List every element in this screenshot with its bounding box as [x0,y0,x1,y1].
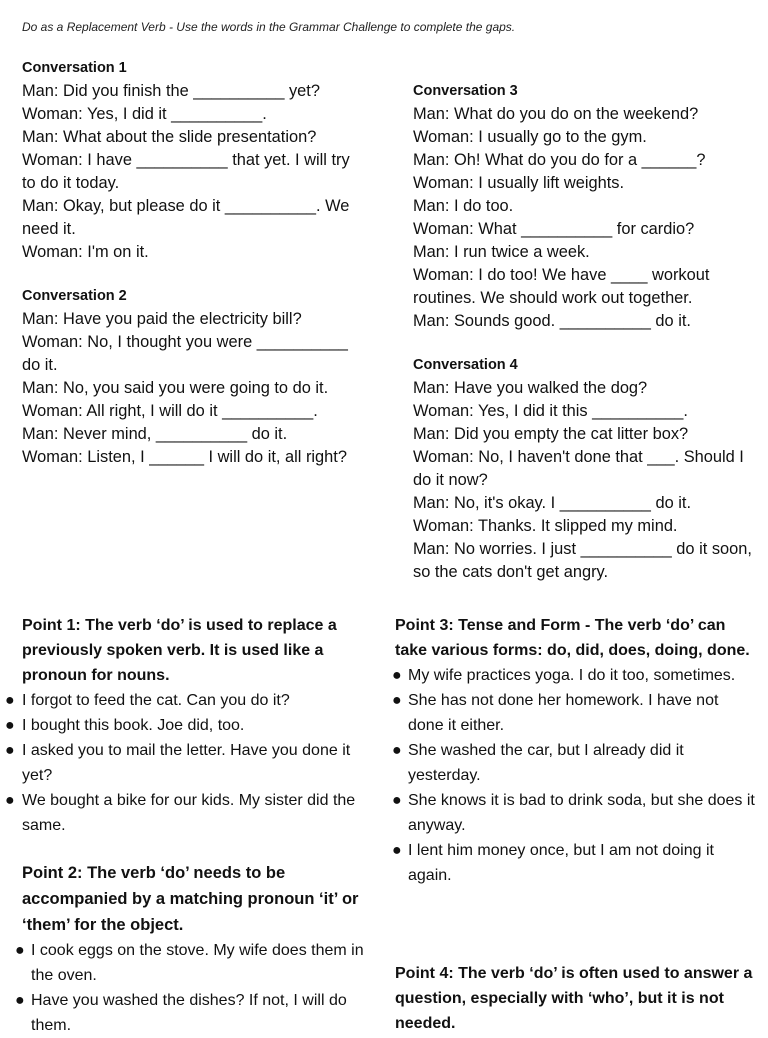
dialogue-line: Woman: Yes, I did it this __________. [413,402,688,420]
list-item [5,738,367,788]
dialogue-line: Man: No, it's okay. I __________ do it. [413,494,691,512]
example-text: She has not done her homework. I have not done it either. [408,692,719,734]
dialogue-line: Woman: No, I thought you were __________ do it. [22,333,348,374]
dialogue-line: Woman: All right, I will do it __________. [22,402,318,420]
list-item [5,688,367,713]
example-text: Have you washed the dishes? If not, I will do them. [31,992,347,1034]
dialogue-line: Man: No, you said you were going to do it. [22,379,329,397]
bullet-icon: ● [15,942,25,959]
example-text: She washed the car, but I already did it yesterday. [408,742,684,784]
list-item [15,938,367,988]
conversation-title: Conversation 4 [413,357,518,373]
dialogue-line: Woman: I have __________ that yet. I will try to do it today. [22,151,350,192]
grammar-point-1 [5,613,367,838]
dialogue-line: Woman: I usually lift weights. [413,174,625,192]
dialogue-line: Woman: Listen, I ______ I will do it, all right? [22,448,347,466]
example-text: I bought this book. Joe did, too. [22,717,245,734]
dialogue-line: Woman: No, I haven't done that ___. Should I do it now? [413,448,744,489]
bullet-icon: ● [392,792,402,809]
point-title: Point 4: The verb ‘do’ is often used to answer a question, especially with ‘who’, but it is not needed. [395,965,753,1032]
grammar-point-2 [15,860,367,1038]
example-list [5,688,367,838]
example-text: I asked you to mail the letter. Have you done it yet? [22,742,351,784]
grammar-point-4 [395,961,757,1036]
bullet-icon: ● [5,692,15,709]
dialogue-line: Man: No worries. I just __________ do it soon, so the cats don't get angry. [413,540,752,581]
list-item [15,988,367,1038]
dialogue-line: Man: Sounds good. __________ do it. [413,312,691,330]
bullet-icon: ● [392,692,402,709]
dialogue-line: Man: Okay, but please do it __________. We need it. [22,197,350,238]
dialogue-line: Man: Did you empty the cat litter box? [413,425,689,443]
conversation-title: Conversation 1 [22,60,127,76]
conversation-3 [413,80,753,333]
bullet-icon: ● [5,717,15,734]
dialogue-line: Woman: I usually go to the gym. [413,128,647,146]
bullet-icon: ● [392,667,402,684]
example-text: We bought a bike for our kids. My sister did the same. [22,792,356,834]
dialogue-line: Man: Have you paid the electricity bill? [22,310,302,328]
dialogue-line: Woman: What __________ for cardio? [413,220,695,238]
example-text: I lent him money once, but I am not doing it again. [408,842,714,884]
dialogue-line: Man: I do too. [413,197,514,215]
point-title: Point 2: The verb ‘do’ needs to be accompanied by a matching pronoun ‘it’ or ‘them’ for the object. [22,864,359,934]
example-text: I cook eggs on the stove. My wife does them in the oven. [31,942,364,984]
point-title: Point 3: Tense and Form - The verb ‘do’ can take various forms: do, did, does, doing, done. [395,617,750,659]
bullet-icon: ● [392,742,402,759]
dialogue-line: Man: Have you walked the dog? [413,379,648,397]
dialogue-line: Man: What do you do on the weekend? [413,105,699,123]
dialogue-line: Woman: Thanks. It slipped my mind. [413,517,678,535]
point-title: Point 1: The verb ‘do’ is used to replace a previously spoken verb. It is used like a pronoun for nouns. [22,617,337,684]
example-text: My wife practices yoga. I do it too, sometimes. [408,667,736,684]
bullet-icon: ● [392,842,402,859]
dialogue-line: Man: Never mind, __________ do it. [22,425,288,443]
conversation-1 [22,57,362,264]
example-list [15,938,367,1038]
bullet-icon: ● [15,992,25,1009]
dialogue-line: Man: Oh! What do you do for a ______? [413,151,706,169]
dialogue-line: Man: I run twice a week. [413,243,590,261]
example-text: She knows it is bad to drink soda, but she does it anyway. [408,792,755,834]
dialogue-line: Man: What about the slide presentation? [22,128,317,146]
conversation-2 [22,285,362,469]
conversation-4 [413,354,753,584]
conversation-title: Conversation 2 [22,288,127,304]
dialogue-line: Woman: Yes, I did it __________. [22,105,267,123]
dialogue-line: Woman: I'm on it. [22,243,149,261]
list-item [5,713,367,738]
bullet-icon: ● [5,742,15,759]
instructions: Do as a Replacement Verb - Use the words in the Grammar Challenge to complete the gaps. [22,20,516,34]
conversation-title: Conversation 3 [413,83,518,99]
example-text: I forgot to feed the cat. Can you do it? [22,692,290,709]
list-item [392,688,757,738]
list-item [392,738,757,788]
list-item [5,788,367,838]
example-list [392,663,757,888]
grammar-point-3 [392,613,757,888]
bullet-icon: ● [5,792,15,809]
list-item [392,788,757,838]
dialogue-line: Man: Did you finish the __________ yet? [22,82,320,100]
dialogue-line: Woman: I do too! We have ____ workout routines. We should work out together. [413,266,710,307]
list-item [392,663,757,688]
list-item [392,838,757,888]
